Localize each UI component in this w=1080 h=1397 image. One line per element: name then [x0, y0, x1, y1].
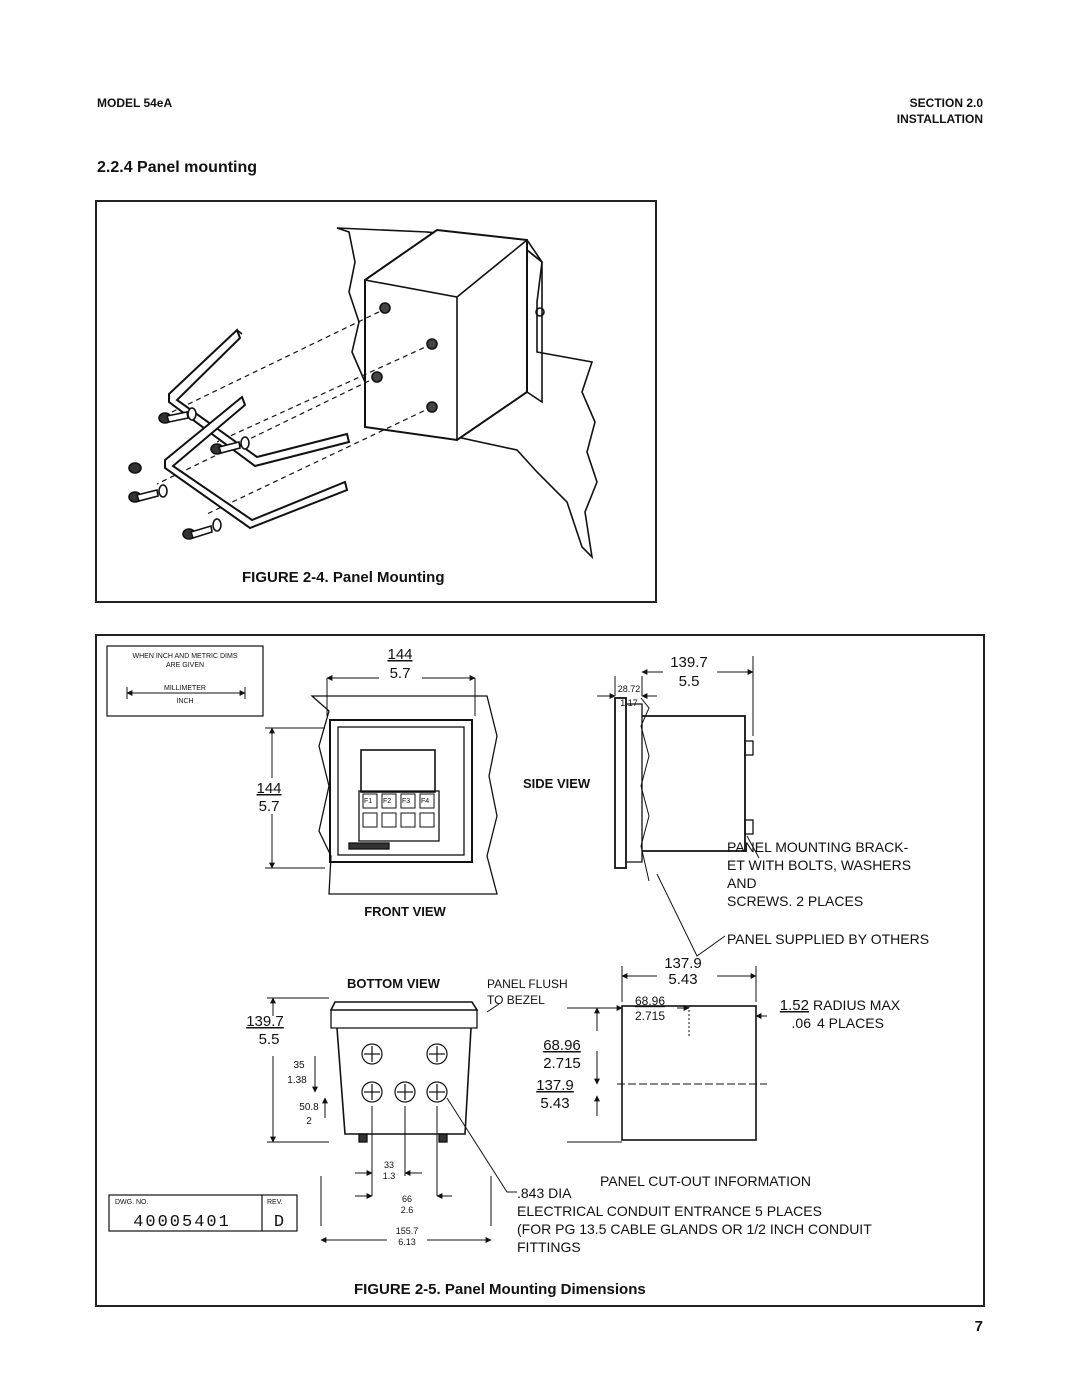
conduit-line-1: ELECTRICAL CONDUIT ENTRANCE 5 PLACES: [517, 1203, 822, 1219]
cutout-height-in: 5.43: [540, 1095, 570, 1112]
side-note-4: SCREWS. 2 PLACES: [727, 893, 864, 909]
front-width-mm: 144: [387, 646, 413, 663]
section-title: 2.2.4 Panel mounting: [97, 159, 258, 176]
cutout-radius-in: .06: [791, 1015, 811, 1031]
figure5-caption: FIGURE 2-5. Panel Mounting Dimensions: [354, 1281, 646, 1298]
page-number: 7: [974, 1318, 983, 1335]
bottom-d35-mm: 35: [293, 1060, 305, 1071]
dimension-drawing: [97, 636, 983, 1305]
bottom-d66-in: 2.6: [400, 1205, 414, 1215]
side-flange-mm: 28.72: [617, 684, 641, 694]
cutout-vhalf-in: 2.715: [543, 1055, 581, 1072]
side-note-3: AND: [727, 875, 757, 891]
key-f4: F4: [421, 798, 430, 805]
bottom-view-label: BOTTOM VIEW: [347, 976, 440, 991]
cutout-half-in: 2.715: [634, 1009, 666, 1023]
legend-line1: WHEN INCH AND METRIC DIMS: [132, 653, 238, 660]
figure-panel-mounting-dimensions: [95, 634, 985, 1307]
front-width-in: 5.7: [389, 665, 411, 682]
header-section: SECTION 2.0: [909, 96, 983, 110]
bottom-d33-in: 1.3: [382, 1171, 396, 1181]
legend-inch: INCH: [176, 698, 194, 705]
cutout-height-mm: 137.9: [536, 1077, 574, 1094]
legend-line2: ARE GIVEN: [165, 662, 205, 669]
panel-supplied-note: PANEL SUPPLIED BY OTHERS: [727, 931, 930, 947]
key-f3: F3: [402, 798, 411, 805]
bottom-flush-2: TO BEZEL: [487, 993, 545, 1007]
side-note-2: ET WITH BOLTS, WASHERS: [727, 857, 912, 873]
legend-mm: MILLIMETER: [163, 685, 207, 692]
front-height-mm: 144: [256, 780, 282, 797]
bottom-d50-in: 2: [306, 1116, 312, 1127]
bottom-d33-mm: 33: [383, 1160, 395, 1170]
front-view-label: FRONT VIEW: [364, 904, 446, 919]
bottom-flush-1: PANEL FLUSH: [487, 977, 568, 991]
bottom-d155-mm: 155.7: [395, 1226, 419, 1236]
figure-panel-mounting: [95, 200, 657, 603]
cutout-places: 4 PLACES: [817, 1015, 884, 1031]
header-subsection: INSTALLATION: [896, 112, 983, 126]
rev-label: REV.: [267, 1199, 283, 1206]
dimension-legend: [107, 646, 263, 716]
rev-value: D: [273, 1213, 285, 1232]
cutout-width-mm: 137.9: [664, 955, 702, 972]
cutout-width-in: 5.43: [668, 971, 698, 988]
bottom-depth-in: 5.5: [258, 1031, 280, 1048]
cutout-vhalf-mm: 68.96: [543, 1037, 581, 1054]
title-block: [109, 1195, 297, 1232]
panel-mounting-illustration: [97, 202, 655, 562]
dwg-no-label: DWG. NO.: [115, 1199, 149, 1206]
side-note-1: PANEL MOUNTING BRACK-: [727, 839, 909, 855]
bottom-d50-mm: 50.8: [299, 1102, 319, 1113]
cutout-half-mm: 68.96: [634, 994, 666, 1008]
front-height-in: 5.7: [258, 798, 280, 815]
cutout-radius-mm: 1.52: [779, 997, 809, 1014]
header-model: MODEL 54eA: [97, 96, 173, 110]
key-f1: F1: [364, 798, 373, 805]
bottom-d155-in: 6.13: [398, 1237, 416, 1247]
conduit-line-2: (FOR PG 13.5 CABLE GLANDS OR 1/2 INCH CONDUIT: [517, 1221, 872, 1237]
bottom-d66-mm: 66: [401, 1194, 413, 1204]
bottom-depth-mm: 139.7: [246, 1013, 284, 1030]
bottom-d35-in: 1.38: [287, 1075, 307, 1086]
cutout-radius-label: RADIUS MAX: [813, 997, 901, 1013]
conduit-line-3: FITTINGS: [517, 1239, 581, 1255]
figure4-caption: FIGURE 2-4. Panel Mounting: [242, 569, 445, 586]
key-f2: F2: [383, 798, 392, 805]
side-depth-mm: 139.7: [670, 654, 708, 671]
dwg-no: 40005401: [133, 1213, 231, 1232]
side-depth-in: 5.5: [678, 673, 700, 690]
side-flange-in: 1.17: [620, 698, 638, 708]
conduit-dia: .843 DIA: [517, 1185, 572, 1201]
cutout-title: PANEL CUT-OUT INFORMATION: [600, 1173, 812, 1189]
side-view-label: SIDE VIEW: [523, 776, 591, 791]
